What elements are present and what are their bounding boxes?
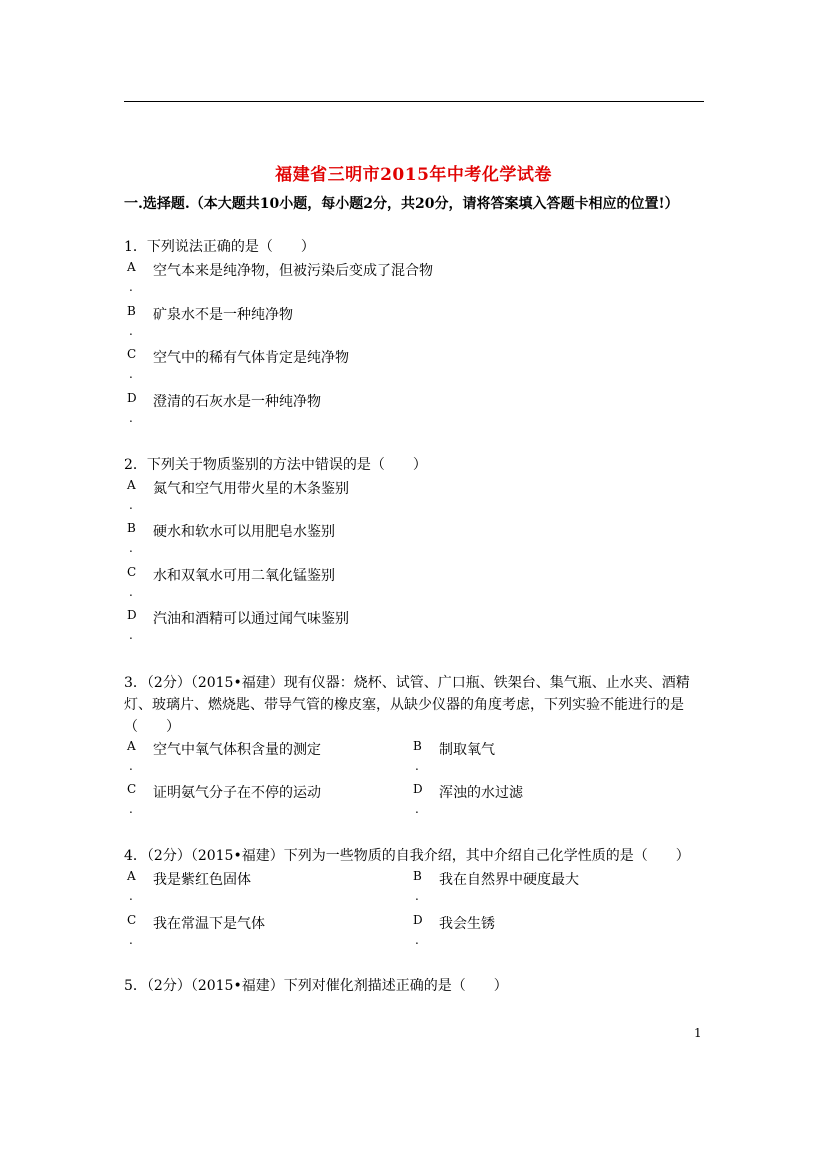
option-dot: . bbox=[415, 933, 419, 947]
option-text: 矿泉水不是一种纯净物 bbox=[153, 307, 293, 323]
option-dot: . bbox=[129, 585, 133, 599]
option-dot: . bbox=[129, 933, 133, 947]
option-dot: . bbox=[129, 498, 133, 512]
option-letter: C bbox=[127, 913, 137, 927]
option-text: 空气中氧气体积含量的测定 bbox=[153, 742, 321, 758]
option-dot: . bbox=[129, 541, 133, 555]
option-dot: . bbox=[129, 280, 133, 294]
option-letter: B bbox=[413, 869, 422, 883]
option-letter: D bbox=[413, 782, 423, 796]
option-letter: A bbox=[127, 260, 136, 274]
question-4-stem: 4．（2分）（2015•福建）下列为一些物质的自我介绍，其中介绍自己化学性质的是（ ） bbox=[124, 848, 690, 864]
question-2-stem: 2．下列关于物质鉴别的方法中错误的是（ ） bbox=[124, 457, 427, 473]
option-dot: . bbox=[129, 802, 133, 816]
option-letter: C bbox=[127, 565, 137, 579]
option-letter: A bbox=[127, 739, 136, 753]
option-text: 浑浊的水过滤 bbox=[439, 785, 523, 801]
option-letter: D bbox=[127, 391, 137, 405]
option-dot: . bbox=[129, 759, 133, 773]
option-text: 空气本来是纯净物，但被污染后变成了混合物 bbox=[153, 263, 433, 279]
option-text: 我会生锈 bbox=[439, 916, 495, 932]
option-text: 空气中的稀有气体肯定是纯净物 bbox=[153, 350, 349, 366]
question-5-stem: 5．（2分）（2015•福建）下列对催化剂描述正确的是（ ） bbox=[124, 978, 508, 994]
option-letter: C bbox=[127, 347, 137, 361]
page-title: 福建省三明市2015年中考化学试卷 bbox=[275, 165, 552, 185]
option-letter: A bbox=[127, 478, 136, 492]
option-text: 我是紫红色固体 bbox=[153, 872, 251, 888]
option-letter: B bbox=[127, 521, 136, 535]
option-letter: C bbox=[127, 782, 137, 796]
option-text: 氮气和空气用带火星的木条鉴别 bbox=[153, 481, 349, 497]
option-dot: . bbox=[129, 889, 133, 903]
option-text: 我在常温下是气体 bbox=[153, 916, 265, 932]
option-text: 制取氧气 bbox=[439, 742, 495, 758]
option-text: 汽油和酒精可以通过闻气味鉴别 bbox=[153, 611, 349, 627]
question-1-stem: 1．下列说法正确的是（ ） bbox=[124, 239, 315, 255]
option-dot: . bbox=[415, 802, 419, 816]
option-dot: . bbox=[129, 628, 133, 642]
page-number: 1 bbox=[694, 1026, 702, 1040]
option-letter: B bbox=[127, 304, 136, 318]
option-dot: . bbox=[415, 759, 419, 773]
option-text: 硬水和软水可以用肥皂水鉴别 bbox=[153, 524, 335, 540]
option-text: 我在自然界中硬度最大 bbox=[439, 872, 579, 888]
option-dot: . bbox=[129, 411, 133, 425]
header-rule bbox=[124, 101, 704, 102]
option-text: 证明氨气分子在不停的运动 bbox=[153, 785, 321, 801]
option-dot: . bbox=[129, 324, 133, 338]
section-heading: 一.选择题.（本大题共10小题，每小题2分，共20分，请将答案填入答题卡相应的位置!） bbox=[124, 196, 679, 212]
option-letter: D bbox=[413, 913, 423, 927]
option-letter: D bbox=[127, 608, 137, 622]
option-dot: . bbox=[129, 367, 133, 381]
question-3-stem: 3．（2分）（2015•福建）现有仪器：烧杯、试管、广口瓶、铁架台、集气瓶、止水夹、酒精灯、玻璃片、燃烧匙、带导气管的橡皮塞，从缺少仪器的角度考虑，下列实验不能进行的是（ ） bbox=[124, 675, 690, 735]
option-letter: B bbox=[413, 739, 422, 753]
option-letter: A bbox=[127, 869, 136, 883]
option-text: 水和双氧水可用二氧化锰鉴别 bbox=[153, 568, 335, 584]
option-dot: . bbox=[415, 889, 419, 903]
option-text: 澄清的石灰水是一种纯净物 bbox=[153, 394, 321, 410]
